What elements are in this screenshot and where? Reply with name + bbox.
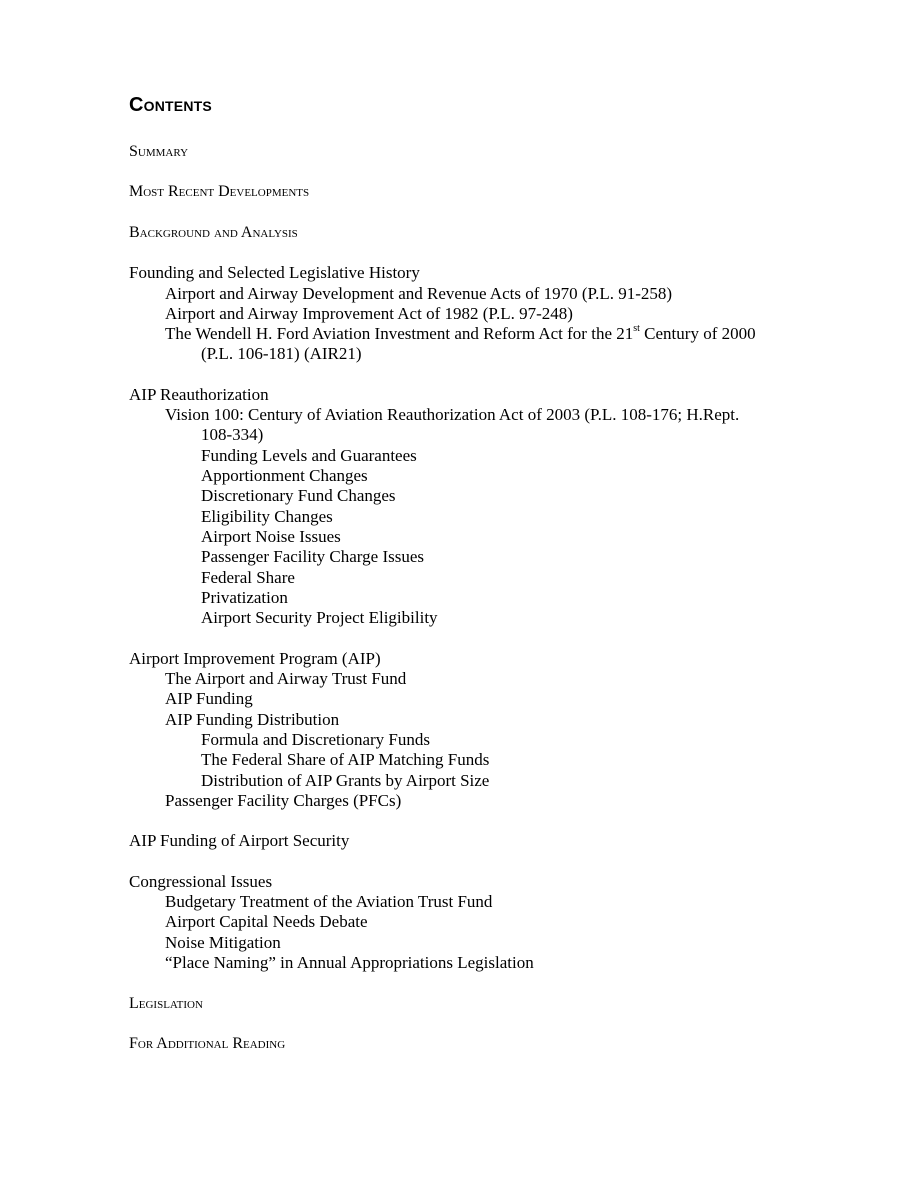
toc-air21-act-continued[interactable]: (P.L. 106-181) (AIR21) bbox=[201, 344, 362, 363]
toc-legislation[interactable]: Legislation bbox=[129, 995, 203, 1012]
toc-air21-act[interactable] bbox=[165, 324, 756, 344]
toc-aip-reauthorization[interactable]: AIP Reauthorization bbox=[129, 385, 269, 404]
toc-eligibility-changes[interactable]: Eligibility Changes bbox=[201, 507, 333, 526]
toc-discretionary-fund-changes[interactable]: Discretionary Fund Changes bbox=[201, 486, 396, 505]
toc-airport-security-funding[interactable]: AIP Funding of Airport Security bbox=[129, 831, 350, 850]
toc-apportionment-changes[interactable]: Apportionment Changes bbox=[201, 466, 368, 485]
contents-heading: Contents bbox=[129, 94, 212, 116]
toc-noise-mitigation[interactable]: Noise Mitigation bbox=[165, 933, 281, 952]
toc-federal-share[interactable]: Federal Share bbox=[201, 568, 295, 587]
toc-act-of-1982[interactable]: Airport and Airway Improvement Act of 1982 (P.L. 97-248) bbox=[165, 304, 573, 323]
toc-background-and-analysis[interactable]: Background and Analysis bbox=[129, 224, 298, 241]
toc-place-naming[interactable]: “Place Naming” in Annual Appropriations Legislation bbox=[165, 953, 534, 972]
toc-acts-of-1970[interactable]: Airport and Airway Development and Revenue Acts of 1970 (P.L. 91-258) bbox=[165, 284, 673, 303]
toc-founding-history[interactable]: Founding and Selected Legislative History bbox=[129, 263, 420, 282]
toc-formula-discretionary-funds[interactable]: Formula and Discretionary Funds bbox=[201, 730, 430, 749]
toc-airport-noise-issues[interactable]: Airport Noise Issues bbox=[201, 527, 341, 546]
toc-additional-reading[interactable]: For Additional Reading bbox=[129, 1035, 286, 1052]
toc-aip-funding-distribution[interactable]: AIP Funding Distribution bbox=[165, 710, 340, 729]
toc-passenger-facility-charges[interactable]: Passenger Facility Charges (PFCs) bbox=[165, 791, 402, 810]
toc-summary[interactable]: Summary bbox=[129, 143, 189, 160]
toc-trust-fund[interactable]: The Airport and Airway Trust Fund bbox=[165, 669, 407, 688]
toc-vision-100-continued[interactable]: 108-334) bbox=[201, 425, 264, 444]
toc-grants-by-airport-size[interactable]: Distribution of AIP Grants by Airport Size bbox=[201, 771, 490, 790]
toc-security-eligibility[interactable]: Airport Security Project Eligibility bbox=[201, 608, 438, 627]
toc-aip-funding[interactable]: AIP Funding bbox=[165, 689, 253, 708]
toc-air21-text: The Wendell H. Ford Aviation Investment and Reform Act for the 21 bbox=[165, 324, 634, 343]
toc-air21-superscript: st bbox=[633, 323, 640, 335]
toc-federal-share-matching[interactable]: The Federal Share of AIP Matching Funds bbox=[201, 750, 490, 769]
toc-privatization[interactable]: Privatization bbox=[201, 588, 288, 607]
toc-funding-levels[interactable]: Funding Levels and Guarantees bbox=[201, 446, 417, 465]
toc-most-recent-developments[interactable]: Most Recent Developments bbox=[129, 183, 310, 200]
toc-pfc-issues[interactable]: Passenger Facility Charge Issues bbox=[201, 547, 425, 566]
toc-capital-needs-debate[interactable]: Airport Capital Needs Debate bbox=[165, 912, 368, 931]
toc-air21-text-end: Century of 2000 bbox=[639, 324, 756, 343]
toc-aip-program[interactable]: Airport Improvement Program (AIP) bbox=[129, 649, 381, 668]
toc-budgetary-treatment[interactable]: Budgetary Treatment of the Aviation Trust Fund bbox=[165, 892, 493, 911]
toc-congressional-issues[interactable]: Congressional Issues bbox=[129, 872, 273, 891]
toc-vision-100[interactable]: Vision 100: Century of Aviation Reauthorization Act of 2003 (P.L. 108-176; H.Rept. bbox=[165, 405, 740, 424]
